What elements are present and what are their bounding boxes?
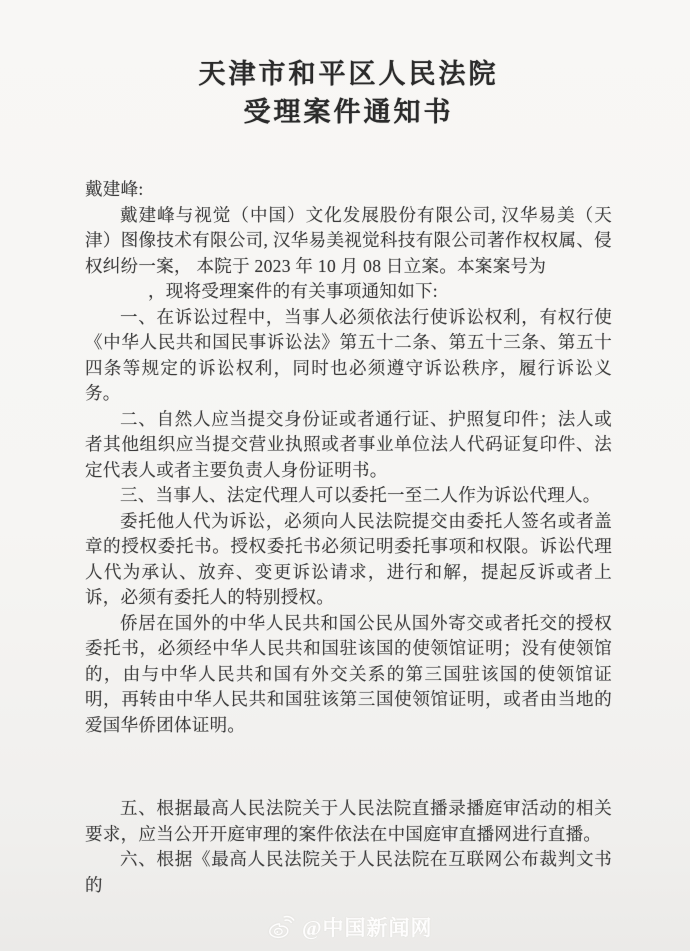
notice-item-1: 一、在诉讼过程中，当事人必须依法行使诉讼权利，有权行使《中华人民共和国民事诉讼法》第五十二条、第五十三条、第五十四条等规定的诉讼权利，同时也必须遵守诉讼秩序，履行诉讼义务。 <box>85 306 612 403</box>
notice-item-2: 二、自然人应当提交身份证或者通行证、护照复印件；法人或者其他组织应当提交营业执照或者事业单位法人代码证复印件、法定代表人或者主要负责人身份证明书。 <box>85 408 612 480</box>
notice-item-3-sub-2: 侨居在国外的中华人民共和国公民从国外寄交或者托交的授权委托书，必须经中华人民共和国驻该国的使领馆证明；没有使领馆的，由与中华人民共和国有外交关系的第三国驻该国的使领馆证明，再转由中华人民共和国驻该第三国使领馆证明，或者由当地的爱国华侨团体证明。 <box>85 612 612 735</box>
redacted-item-4-gap <box>85 738 612 796</box>
court-name: 天津市和平区人民法院 <box>198 59 499 89</box>
notice-item-3: 三、当事人、法定代理人可以委托一至二人作为诉讼代理人。 <box>120 485 601 505</box>
notice-item-3-sub-1: 委托他人代为诉讼，必须向人民法院提交由委托人签名或者盖章的授权委托书。授权委托书必须记明委托事项和权限。诉讼代理人代为承认、放弃、变更诉讼请求，进行和解，提起反诉或者上诉，必须有委托人的特别授权。 <box>85 510 612 607</box>
case-intro-paragraph: 戴建峰与视觉（中国）文化发展股份有限公司, 汉华易美（天津）图像技术有限公司, 汉华易美视觉科技有限公司著作权权属、侵权纠纷一案， 本院于 2023 年 10 月 08 日立案。本案案号为 <box>85 204 612 276</box>
document-title: 受理案件通知书 <box>243 97 454 127</box>
notice-item-6: 六、根据《最高人民法院关于人民法院在互联网公布裁判文书的 <box>85 849 612 895</box>
news-watermark <box>268 912 433 942</box>
document-header <box>85 55 612 131</box>
weibo-icon <box>268 915 295 939</box>
case-number-continuation: ，现将受理案件的有关事项通知如下: <box>148 281 438 301</box>
salutation: 戴建峰: <box>85 179 144 199</box>
watermark-handle: @中国新闻网 <box>302 916 433 940</box>
notice-item-5: 五、根据最高人民法院关于人民法院直播录播庭审活动的相关要求，应当公开开庭审理的案件依法在中国庭审直播网进行直播。 <box>85 798 612 844</box>
